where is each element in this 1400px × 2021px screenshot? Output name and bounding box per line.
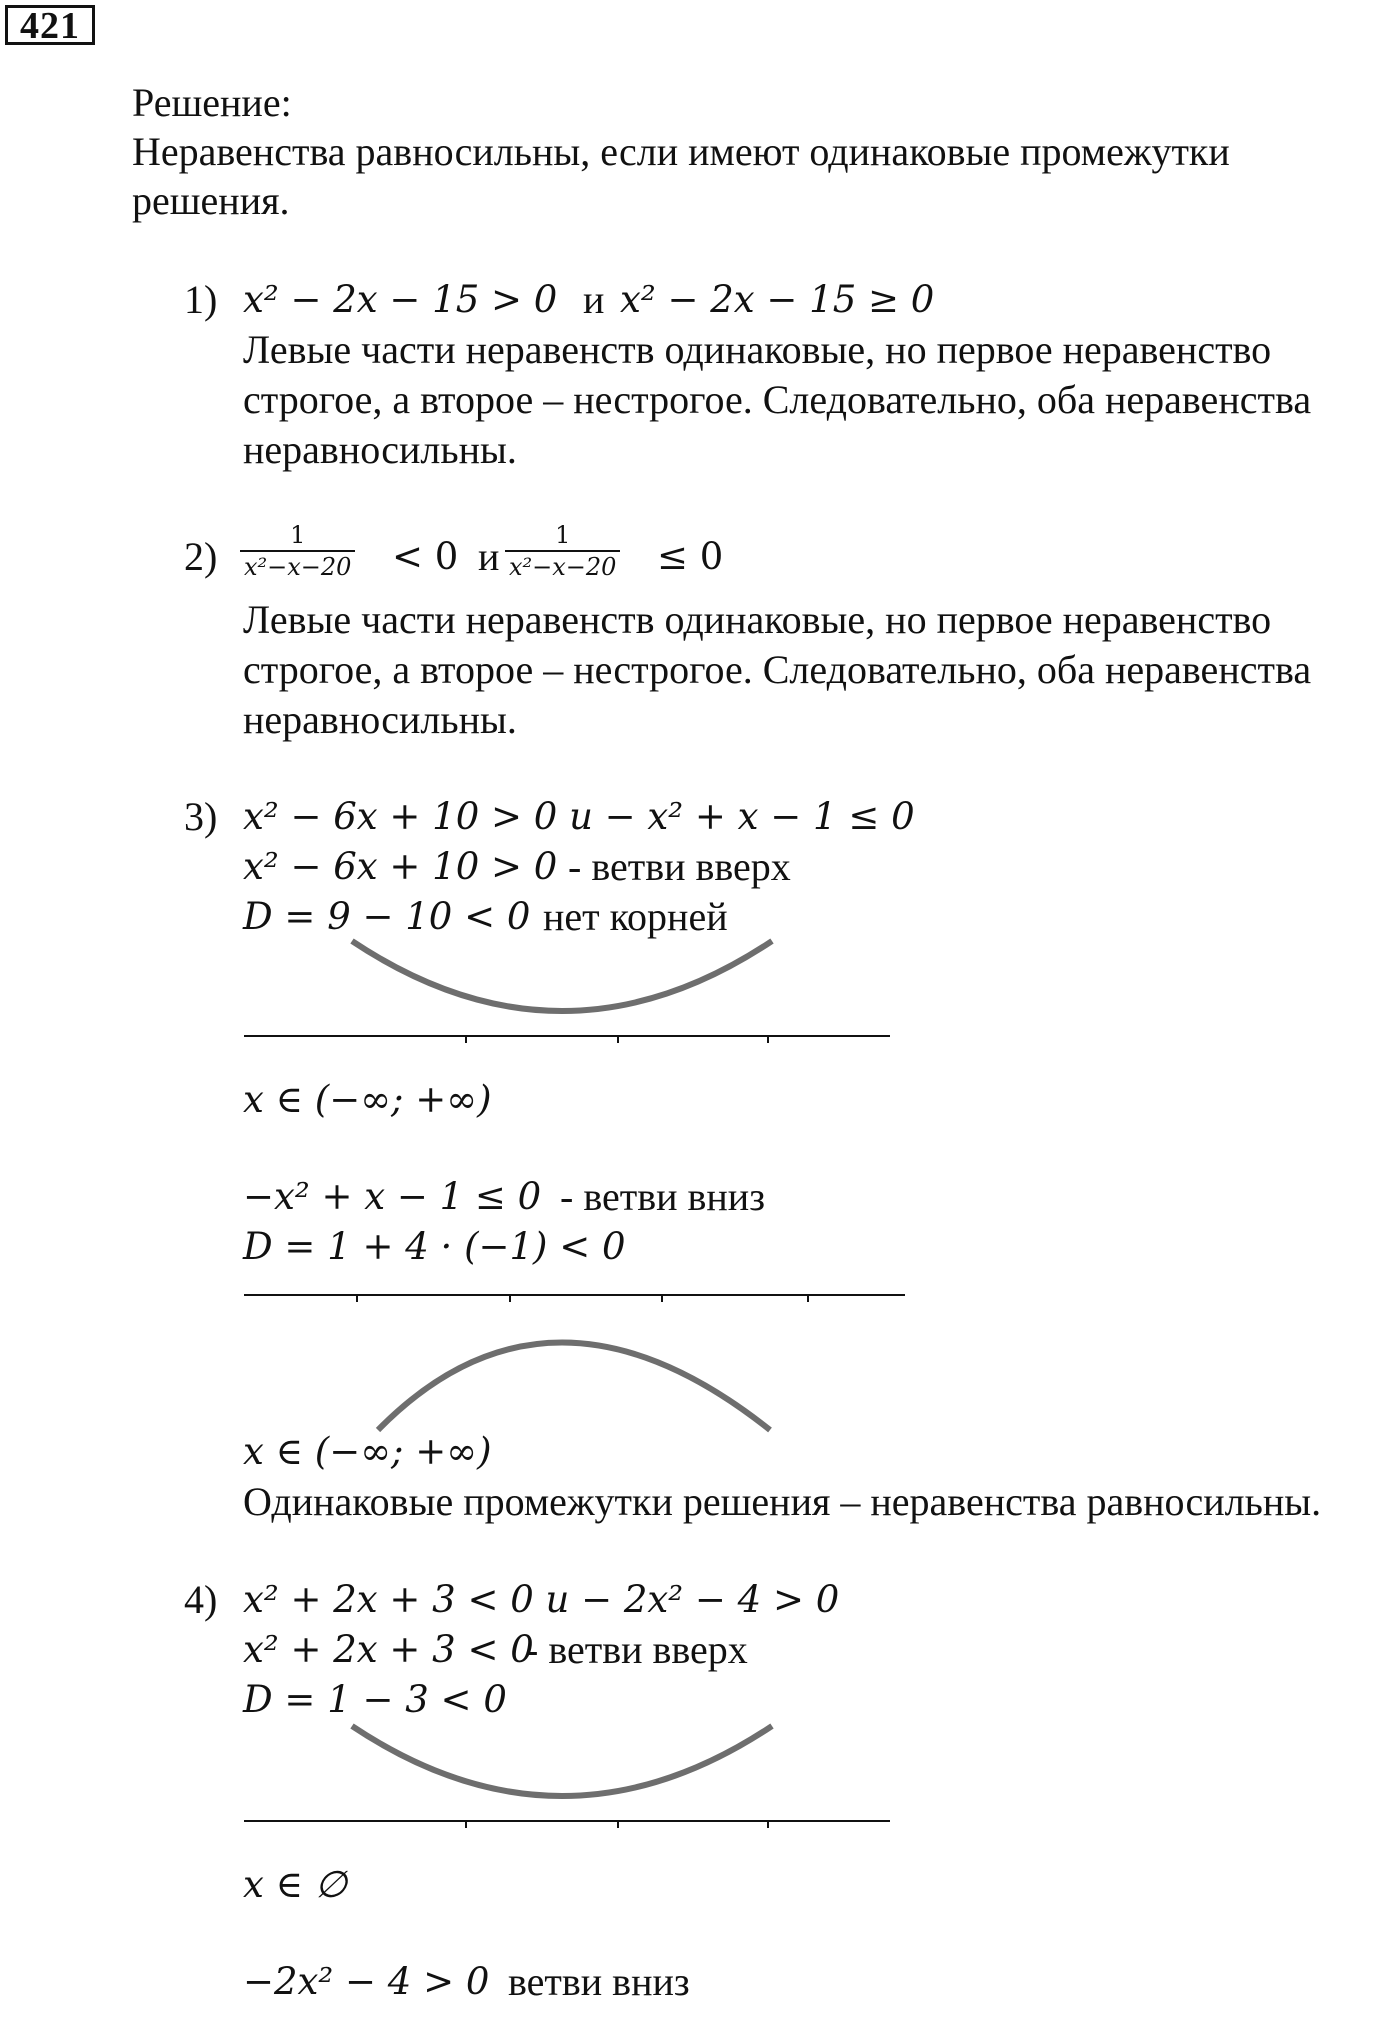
intro-line-1: Неравенства равносильны, если имеют одинаковые промежутки [132, 129, 1230, 174]
item-2-conjunction: и [478, 534, 500, 579]
parabola-up [352, 1726, 772, 1796]
fraction-denominator: x²−x−20 [505, 550, 620, 582]
item-2-fraction-b [505, 520, 620, 582]
parabola-up [352, 941, 772, 1011]
item-2-relation-b: ≤ 0 [657, 535, 724, 578]
item-3-sub1-discriminant: D = 9 − 10 < 0 [243, 895, 531, 938]
item-1-text-1: Левые части неравенств одинаковые, но первое неравенство [243, 327, 1272, 372]
item-1-conjunction: и [583, 277, 605, 322]
solution-heading: Решение: [132, 80, 292, 125]
item-3-conclusion: Одинаковые промежутки решения – неравенства равносильны. [243, 1479, 1322, 1524]
item-2-text-2: строгое, а второе – нестрогое. Следовательно, оба неравенства [243, 647, 1312, 692]
item-4-number: 4) [184, 1577, 218, 1622]
item-2-fraction-a [240, 520, 355, 582]
item-4-sub1-expression: x² + 2x + 3 < 0 [243, 1628, 534, 1671]
item-4-sub1-discriminant: D = 1 − 3 < 0 [243, 1678, 507, 1721]
fraction-numerator: 1 [555, 521, 571, 549]
item-1-text-2: строгое, а второе – нестрогое. Следовательно, оба неравенства [243, 377, 1312, 422]
item-3-sub2-expression: −x² + x − 1 ≤ 0 [243, 1175, 542, 1218]
item-3-number: 3) [184, 794, 218, 839]
parabola-down [378, 1343, 770, 1431]
item-3-sub2-note: - ветви вниз [560, 1174, 765, 1219]
item-3-sub1-expression: x² − 6x + 10 > 0 [243, 845, 558, 888]
item-2-text-3: неравносильны. [243, 697, 517, 742]
item-3-sub1-note: - ветви вверх [568, 844, 791, 889]
item-3-sub1-discriminant-note: нет корней [543, 894, 728, 939]
item-2-number: 2) [184, 534, 218, 579]
problem-number-badge: 421 [5, 5, 95, 45]
intro-line-2: решения. [132, 178, 290, 223]
item-2-text-1: Левые части неравенств одинаковые, но первое неравенство [243, 597, 1272, 642]
item-1-expression-b: x² − 2x − 15 ≥ 0 [620, 278, 935, 321]
fraction-numerator: 1 [290, 521, 306, 549]
item-3-expression: x² − 6x + 10 > 0 и − x² + x − 1 ≤ 0 [243, 795, 915, 838]
item-4-sub2-expression: −2x² − 4 > 0 [243, 1960, 490, 2003]
item-3-sub2-discriminant: D = 1 + 4 · (−1) < 0 [243, 1225, 626, 1268]
fraction-denominator: x²−x−20 [240, 550, 355, 582]
item-2-relation-a: < 0 [392, 535, 459, 578]
item-4-sub2-note: ветви вниз [508, 1959, 690, 2004]
item-1-number: 1) [184, 277, 218, 322]
item-4-sub1-note: - ветви вверх [525, 1627, 748, 1672]
item-3-sub1-answer: x ∈ (−∞; +∞) [243, 1078, 492, 1121]
item-4-graph-up [240, 1720, 900, 1845]
item-1-expression-a: x² − 2x − 15 > 0 [243, 278, 558, 321]
item-4-expression: x² + 2x + 3 < 0 и − 2x² − 4 > 0 [243, 1578, 840, 1621]
item-1-text-3: неравносильны. [243, 427, 517, 472]
item-3-graph-down [240, 1285, 920, 1435]
item-4-sub1-answer: x ∈ ∅ [243, 1863, 348, 1906]
item-3-graph-up [240, 935, 900, 1060]
item-3-sub2-answer: x ∈ (−∞; +∞) [243, 1430, 492, 1473]
